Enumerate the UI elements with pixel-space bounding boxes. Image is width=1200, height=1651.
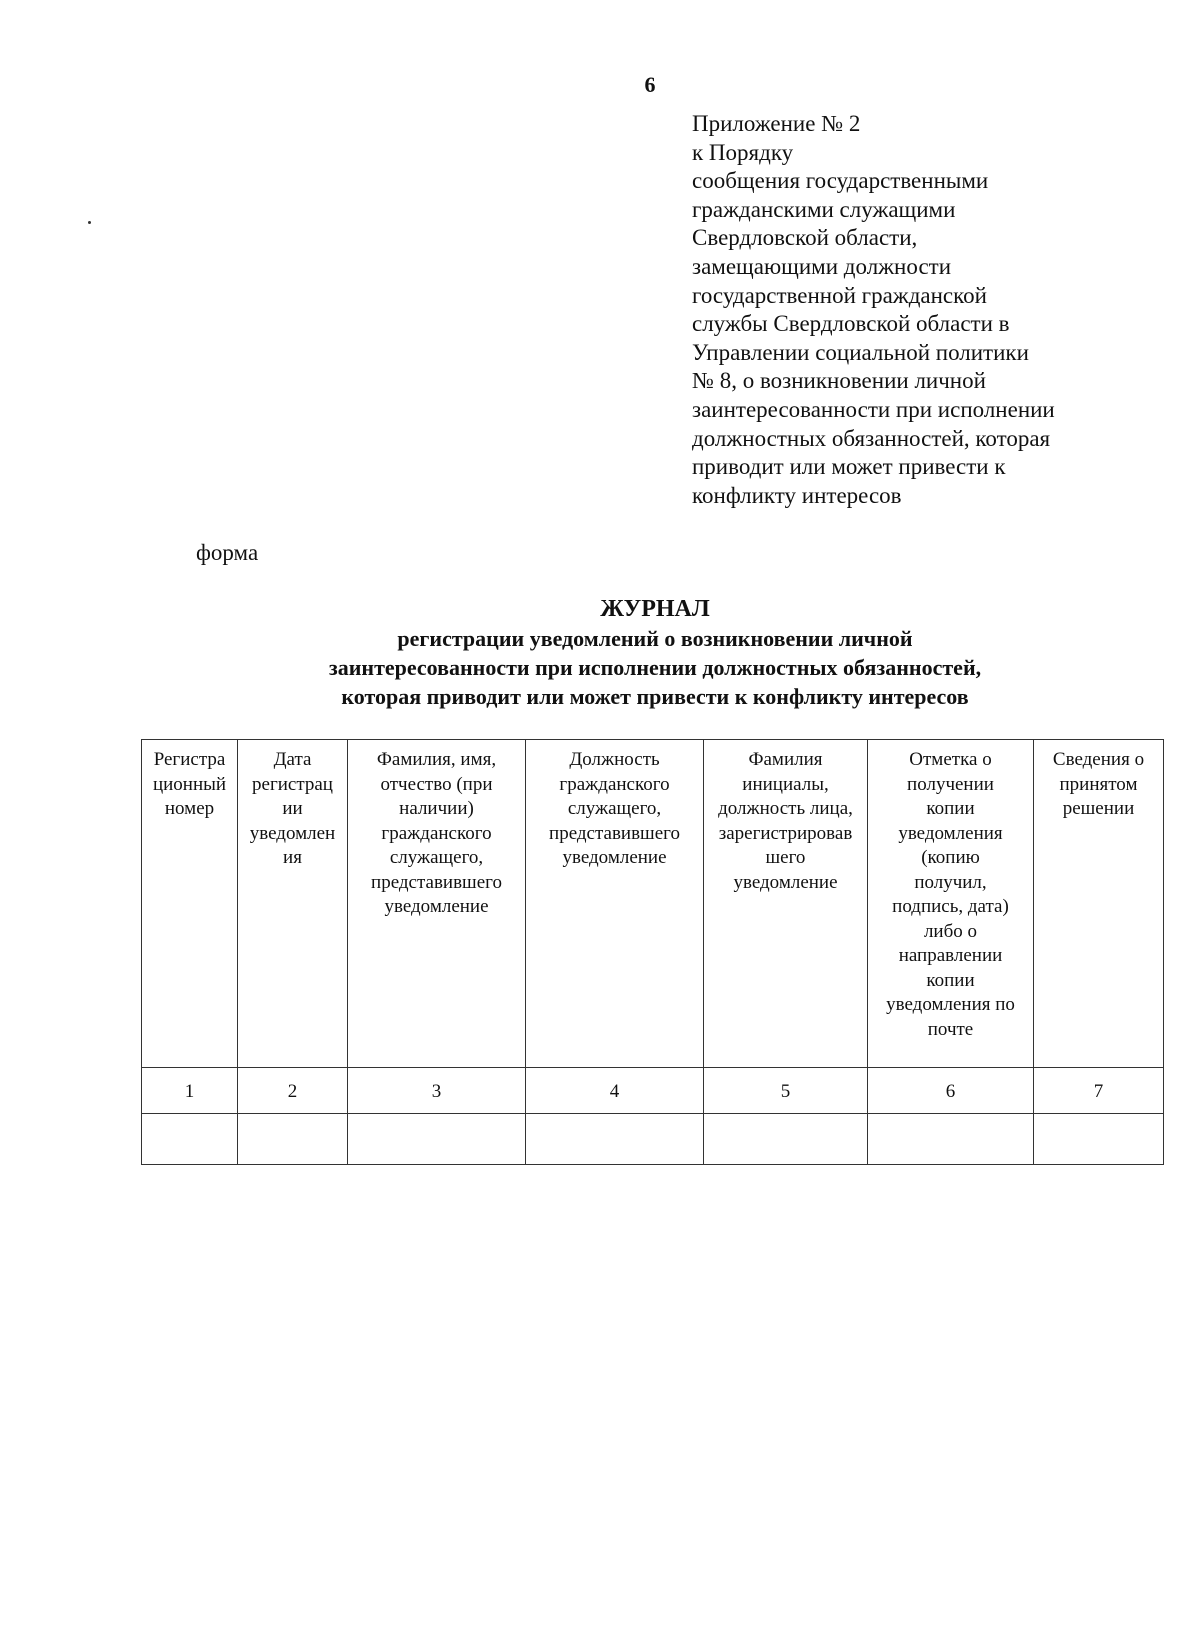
- header-line: Фамилия: [748, 749, 823, 770]
- header-line: уведомление: [733, 871, 838, 893]
- header-line: почте: [927, 1018, 974, 1040]
- column-number: 1: [142, 1068, 238, 1114]
- annex-line: приводит или может привести к: [692, 454, 1006, 480]
- header-line: (копию: [921, 847, 980, 868]
- annex-line: Управлении социальной политики: [692, 339, 1029, 365]
- header-cell: [142, 740, 238, 1068]
- header-line: решении: [1062, 798, 1135, 819]
- column-number: 6: [868, 1068, 1034, 1114]
- annex-line: должностных обязанностей, которая: [692, 425, 1051, 451]
- header-line: номер: [164, 798, 215, 819]
- annex-line: № 8, о возникновении личной: [692, 368, 986, 394]
- header-line: шего: [765, 847, 806, 868]
- annex-line: конфликту интересов: [692, 482, 902, 508]
- annex-line: гражданскими служащими: [692, 196, 956, 222]
- table-header-row: [142, 740, 1164, 1068]
- annex-line: сообщения государственными: [692, 168, 989, 194]
- empty-cell: [142, 1114, 238, 1165]
- header-line: представившего: [549, 822, 680, 844]
- header-line: гражданского: [381, 822, 492, 844]
- header-line: Регистра: [153, 749, 226, 770]
- header-line: уведомление: [562, 847, 667, 868]
- empty-cell: [526, 1114, 704, 1165]
- header-cell: [868, 740, 1034, 1068]
- column-number: 5: [704, 1068, 868, 1114]
- header-line: служащего,: [389, 847, 484, 868]
- header-line: должность лица,: [718, 798, 853, 819]
- header-line: регистрац: [252, 773, 333, 795]
- annex-line: Свердловской области,: [692, 225, 918, 251]
- journal-title: [140, 594, 1170, 711]
- header-line: наличии): [399, 798, 474, 819]
- annex-line: заинтересованности при исполнении: [692, 396, 1055, 422]
- header-line: гражданского: [559, 773, 670, 795]
- annex-line: службы Свердловской области в: [692, 311, 1010, 337]
- header-cell: [1034, 740, 1164, 1068]
- annex-line: государственной гражданской: [692, 282, 987, 308]
- header-line: Сведения о: [1052, 749, 1145, 770]
- header-cell: [526, 740, 704, 1068]
- header-line: Отметка о: [909, 749, 992, 770]
- header-line: уведомление: [384, 896, 489, 917]
- header-line: копии: [926, 969, 975, 991]
- header-line: подпись, дата): [892, 896, 1009, 917]
- title-line: заинтересованности при исполнении должностных обязанностей,: [328, 655, 982, 680]
- header-line: отчество (при: [380, 773, 493, 795]
- header-cell: [238, 740, 348, 1068]
- header-line: зарегистрировав: [718, 822, 853, 844]
- header-line: уведомления: [898, 822, 1003, 844]
- column-number: 3: [348, 1068, 526, 1114]
- column-number: 4: [526, 1068, 704, 1114]
- table-number-row: [142, 1068, 1164, 1114]
- annex-line: замещающими должности: [692, 253, 952, 279]
- empty-cell: [1034, 1114, 1164, 1165]
- header-line: Фамилия, имя,: [376, 749, 497, 770]
- title-line: регистрации уведомлений о возникновении личной: [397, 626, 913, 651]
- annex-block: [692, 110, 1112, 510]
- title-line: которая приводит или может привести к конфликту интересов: [341, 684, 969, 709]
- column-number: 7: [1034, 1068, 1164, 1114]
- empty-cell: [348, 1114, 526, 1165]
- header-line: представившего: [371, 871, 502, 893]
- header-line: направлении: [898, 945, 1003, 966]
- page-number: 6: [644, 72, 656, 97]
- header-cell: [348, 740, 526, 1068]
- header-line: уведомлен: [249, 822, 336, 844]
- empty-cell: [704, 1114, 868, 1165]
- header-line: Должность: [569, 749, 660, 770]
- header-line: получил,: [914, 871, 987, 893]
- header-line: ционный: [152, 773, 227, 795]
- header-line: служащего,: [567, 798, 662, 819]
- header-line: либо о: [923, 920, 978, 942]
- journal-table: [141, 739, 1164, 1165]
- title-main: ЖУРНАЛ: [600, 596, 710, 622]
- empty-cell: [238, 1114, 348, 1165]
- empty-cell: [868, 1114, 1034, 1165]
- header-line: принятом: [1059, 773, 1138, 795]
- header-cell: [704, 740, 868, 1068]
- annex-line: Приложение № 2: [692, 111, 861, 136]
- header-line: ия: [283, 847, 302, 868]
- header-line: инициалы,: [742, 773, 829, 795]
- annex-line: к Порядку: [692, 139, 794, 165]
- header-line: уведомления по: [886, 994, 1015, 1015]
- scan-speck: [88, 221, 91, 224]
- header-line: получении: [907, 773, 994, 795]
- header-line: ии: [282, 798, 303, 819]
- column-number: 2: [238, 1068, 348, 1114]
- header-line: Дата: [273, 749, 312, 770]
- form-label: форма: [196, 540, 259, 565]
- header-line: копии: [926, 798, 975, 819]
- table-empty-row: [142, 1114, 1164, 1165]
